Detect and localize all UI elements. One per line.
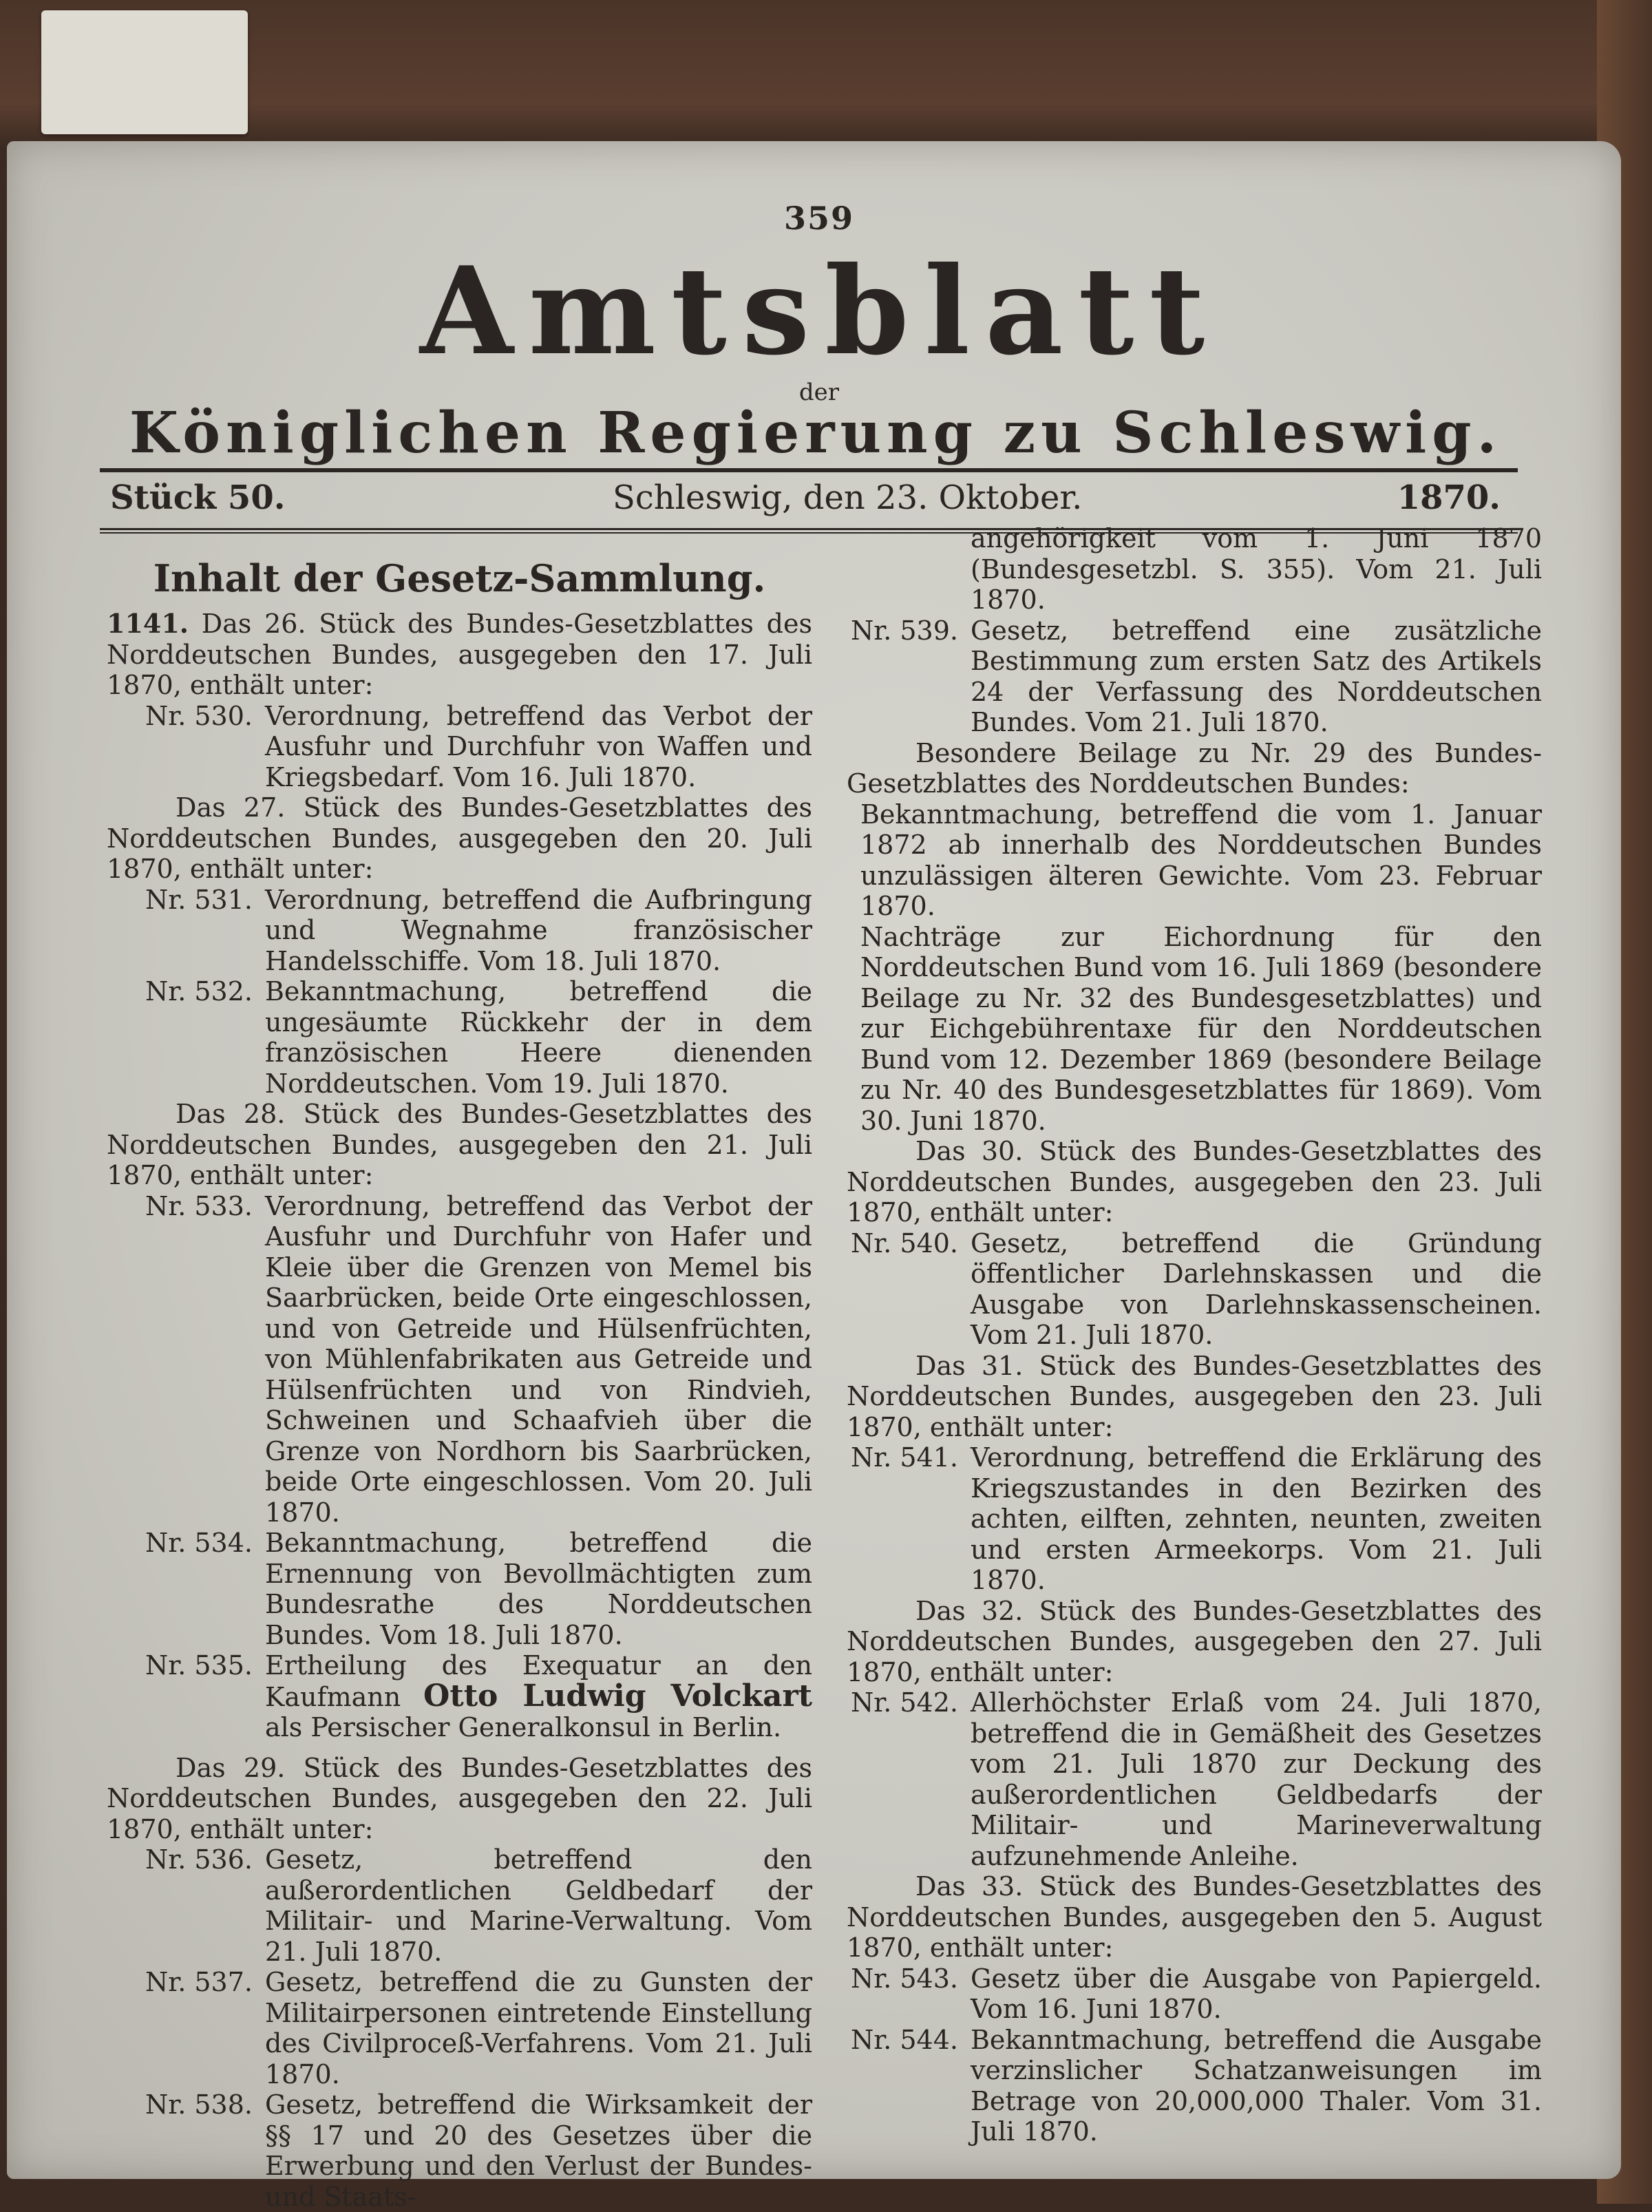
entry-number: Nr. 536.	[145, 1844, 253, 1875]
entry-text: Bekanntmachung, betreffend die Ausgabe verzinslicher Schatzanweisungen im Betrage von 20,000,000 Thaler. Vom 31. Juli 1870.	[971, 2024, 1542, 2147]
entry-text: Verordnung, betreffend die Aufbringung und Wegnahme französischer Handelsschiffe. Vom 18. Juli 1870.	[265, 884, 812, 976]
book-cover-background	[0, 0, 1652, 148]
masthead-der: der	[798, 379, 840, 406]
entry-number: Nr. 543.	[850, 1963, 958, 1994]
entry-text: Gesetz, betreffend die Wirksamkeit der §§ 17 und 20 des Gesetzes über die Erwerbung und den Verlust der Bundes- und Staats-	[265, 2089, 812, 2212]
list-item	[847, 1687, 1542, 1871]
section-title: Inhalt der Gesetz-Sammlung.	[153, 556, 766, 600]
entry-text: Verordnung, betreffend das Verbot der Ausfuhr und Durchfuhr von Waffen und Kriegsbedarf. Vom 16. Juli 1870.	[265, 700, 812, 792]
intro-paragraph	[107, 609, 812, 701]
intro-text: Das 26. Stück des Bundes-Gesetzblattes des Norddeutschen Bundes, ausgegeben den 17. Juli 1870, enthält unter:	[107, 609, 812, 700]
entry-text-part: zur Eichordnung für den Norddeutschen Bund vom 16. Juli 1869 (besondere Beilage zu Nr. 32 des Bundesgesetzblattes) und zur Eichgebührentaxe für den Norddeutschen Bund vom 12. Dezember 1869 (besondere Beilage zu Nr. 40 des Bundesgesetzblattes für 1869). Vom 30. Juni 1870.	[860, 921, 1542, 1136]
issue-line	[110, 478, 1501, 520]
entry-text: Verordnung, betreffend die Erklärung des Kriegszustandes in den Bezirken des achten, eilften, zehnten, neunten, zweiten und ersten Armeekorps. Vom 21. Juli 1870.	[971, 1442, 1542, 1595]
issue-paragraph: Das 33. Stück des Bundes-Gesetzblattes des Norddeutschen Bundes, ausgegeben den 5. August 1870, enthält unter:	[847, 1871, 1542, 1963]
list-item	[847, 615, 1542, 738]
entry-text-part: Ertheilung des Exequatur an den Kaufmann	[265, 1650, 812, 1712]
issue-paragraph: Das 29. Stück des Bundes-Gesetzblattes des Norddeutschen Bundes, ausgegeben den 22. Juli 1870, enthält unter:	[107, 1752, 812, 1844]
list-item	[107, 1191, 812, 1528]
person-name: Otto Ludwig Volckart	[423, 1678, 812, 1714]
library-tag-label	[41, 10, 248, 134]
entry-lead: Bekanntmachung,	[860, 799, 1102, 830]
list-item	[107, 976, 812, 1099]
entry-number: Nr. 538.	[145, 2089, 253, 2120]
document-page	[7, 141, 1621, 2212]
list-item	[107, 1528, 812, 1650]
right-column	[847, 523, 1542, 2147]
entry-text	[265, 1650, 812, 1743]
list-item	[107, 1967, 812, 2089]
list-item	[107, 2089, 812, 2212]
intro-number: 1141.	[107, 608, 189, 639]
entry-number: Nr. 540.	[850, 1228, 958, 1258]
entry-continuation: angehörigkeit vom 1. Juni 1870 (Bundesgesetzbl. S. 355). Vom 21. Juli 1870.	[971, 523, 1542, 615]
entry-lead: Nachträge	[860, 921, 1002, 952]
issue-paragraph: Das 27. Stück des Bundes-Gesetzblattes des Norddeutschen Bundes, ausgegeben den 20. Juli 1870, enthält unter:	[107, 792, 812, 884]
entry-number: Nr. 534.	[145, 1528, 253, 1558]
list-item	[107, 1650, 812, 1743]
entry-text: Gesetz, betreffend den außerordentlichen Geldbedarf der Militair- und Marine-Verwaltung. Vom 21. Juli 1870.	[265, 1844, 812, 1967]
entry-text: Bekanntmachung, betreffend die Ernennung von Bevollmächtigten zum Bundesrathe des Norddeutschen Bundes. Vom 18. Juli 1870.	[265, 1528, 812, 1650]
entry-number: Nr. 542.	[850, 1687, 958, 1718]
header-rule-top	[100, 468, 1518, 472]
list-item	[847, 1442, 1542, 1596]
entry-text: Gesetz, betreffend die zu Gunsten der Militairpersonen eintretende Einstellung des Civilproceß-Verfahrens. Vom 21. Juli 1870.	[265, 1967, 812, 2089]
entry-number: Nr. 530.	[145, 700, 253, 731]
entry-text: Gesetz, betreffend eine zusätzliche Bestimmung zum ersten Satz des Artikels 24 der Verfassung des Norddeutschen Bundes. Vom 21. Juli 1870.	[971, 615, 1542, 737]
issue-place-date: Schleswig, den 23. Oktober.	[613, 478, 1083, 517]
entry-number: Nr. 533.	[145, 1190, 253, 1221]
list-item	[847, 1963, 1542, 2025]
page-number: 359	[783, 200, 855, 237]
list-item	[107, 701, 812, 793]
list-item	[847, 2025, 1542, 2147]
issue-piece: Stück 50.	[110, 478, 286, 517]
entry-text	[847, 799, 1542, 922]
issue-paragraph: Das 31. Stück des Bundes-Gesetzblattes des Norddeutschen Bundes, ausgegeben den 23. Juli 1870, enthält unter:	[847, 1350, 1542, 1442]
entry-text: Allerhöchster Erlaß vom 24. Juli 1870, betreffend die in Gemäßheit des Gesetzes vom 21. Juli 1870 zur Deckung des außerordentlichen Geldbedarfs der Militair- und Marineverwaltung aufzunehmende Anleihe.	[971, 1687, 1542, 1871]
entry-text: Bekanntmachung, betreffend die ungesäumte Rückkehr der in dem französischen Heere dienenden Norddeutschen. Vom 19. Juli 1870.	[265, 976, 812, 1099]
issue-paragraph: Das 30. Stück des Bundes-Gesetzblattes des Norddeutschen Bundes, ausgegeben den 23. Juli 1870, enthält unter:	[847, 1136, 1542, 1228]
entry-text-part: als Persischer Generalkonsul in Berlin.	[265, 1712, 782, 1742]
masthead-subtitle: Königlichen Regierung zu Schleswig.	[129, 400, 1503, 466]
entry-number: Nr. 544.	[850, 2024, 958, 2055]
entry-text-part: betreffend die vom 1. Januar 1872 ab innerhalb des Norddeutschen Bundes unzulässigen älteren Gewichte. Vom 23. Februar 1870.	[860, 799, 1542, 921]
issue-year: 1870.	[1397, 478, 1501, 517]
entry-number: Nr. 539.	[850, 615, 958, 646]
issue-paragraph: Das 28. Stück des Bundes-Gesetzblattes des Norddeutschen Bundes, ausgegeben den 21. Juli 1870, enthält unter:	[107, 1099, 812, 1190]
masthead-title: Amtsblatt	[420, 241, 1220, 382]
entry-number: Nr. 535.	[145, 1650, 253, 1681]
entry-number: Nr. 537.	[145, 1967, 253, 1997]
list-item	[847, 922, 1542, 1137]
list-item	[107, 1844, 812, 1967]
issue-paragraph: Das 32. Stück des Bundes-Gesetzblattes des Norddeutschen Bundes, ausgegeben den 27. Juli 1870, enthält unter:	[847, 1595, 1542, 1687]
list-item	[107, 885, 812, 977]
list-item	[847, 1228, 1542, 1351]
entry-text: Gesetz über die Ausgabe von Papiergeld. Vom 16. Juni 1870.	[971, 1963, 1542, 2024]
list-item	[847, 799, 1542, 922]
entry-text: Verordnung, betreffend das Verbot der Ausfuhr und Durchfuhr von Hafer und Kleie über die Grenzen von Memel bis Saarbrücken, beide Orte eingeschlossen, und von Getreide und Hülsenfrüchten, von Mühlenfabrikaten aus Getreide und Hülsenfrüchten und von Rindvieh, Schweinen und Schaafvieh über die Grenze von Nordhorn bis Saarbrücken, beide Orte eingeschlossen. Vom 20. Juli 1870.	[265, 1190, 812, 1528]
entry-text: Gesetz, betreffend die Gründung öffentlicher Darlehnskassen und die Ausgabe von Darlehnskassenscheinen. Vom 21. Juli 1870.	[971, 1228, 1542, 1350]
entry-number: Nr. 531.	[145, 884, 253, 915]
left-column	[107, 551, 812, 2212]
entry-number: Nr. 532.	[145, 976, 253, 1007]
entry-text	[847, 922, 1542, 1137]
supplement-paragraph: Besondere Beilage zu Nr. 29 des Bundes-Gesetzblattes des Norddeutschen Bundes:	[847, 737, 1542, 799]
entry-number: Nr. 541.	[850, 1442, 958, 1473]
